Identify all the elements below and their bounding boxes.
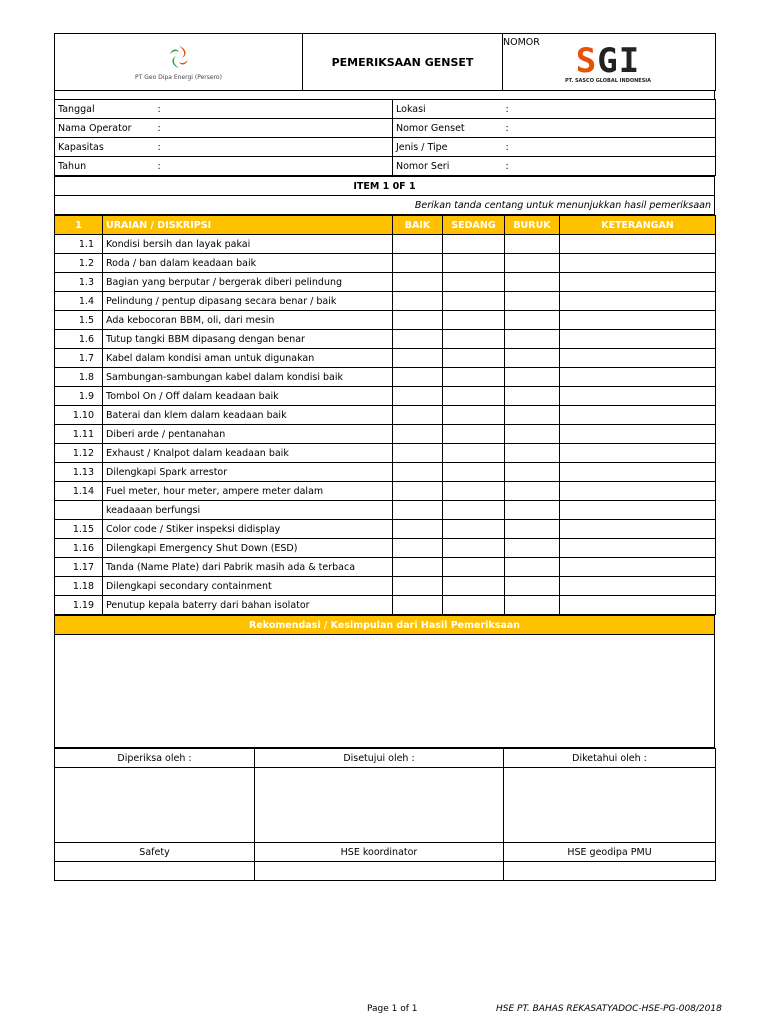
item-number: 1.2 [55,254,103,273]
table-row [55,463,716,482]
item-description: Exhaust / Knalpot dalam keadaan baik [103,444,393,463]
field-value[interactable]: : [503,119,716,138]
keterangan-cell[interactable] [560,387,716,406]
check-buruk[interactable] [505,292,560,311]
item-number: 1.1 [55,235,103,254]
table-row [55,273,716,292]
col-header-desc: URAIAN / DISKRIPSI [103,216,393,235]
item-description: Roda / ban dalam keadaan baik [103,254,393,273]
col-header-keterangan: KETERANGAN [560,216,716,235]
check-buruk[interactable] [505,349,560,368]
check-baik[interactable] [393,273,443,292]
check-buruk[interactable] [505,539,560,558]
item-number: 1.6 [55,330,103,349]
item-description: Tombol On / Off dalam keadaan baik [103,387,393,406]
geodipa-logo-cell [55,34,303,91]
check-baik[interactable] [393,463,443,482]
name-field-hse-pmu[interactable] [504,862,716,881]
item-number: 1.7 [55,349,103,368]
form-header [54,33,716,91]
check-sedang[interactable] [443,425,505,444]
item-description: Tanda (Name Plate) dari Pabrik masih ada & terbaca [103,558,393,577]
signature-box-safety[interactable] [55,768,255,843]
check-baik[interactable] [393,501,443,520]
check-sedang[interactable] [443,539,505,558]
check-buruk[interactable] [505,311,560,330]
check-baik[interactable] [393,254,443,273]
check-buruk[interactable] [505,235,560,254]
check-sedang[interactable] [443,482,505,501]
field-value[interactable]: : [155,119,393,138]
check-buruk[interactable] [505,577,560,596]
field-value[interactable]: : [503,157,716,176]
approved-by-label: Disetujui oleh : [255,749,504,768]
table-row [55,311,716,330]
item-number: 1.15 [55,520,103,539]
geodipa-logo-icon [166,44,192,70]
field-value[interactable]: : [503,100,716,119]
table-row [55,596,716,615]
name-field-safety[interactable] [55,862,255,881]
keterangan-cell[interactable] [560,425,716,444]
item-number: 1.18 [55,577,103,596]
check-baik[interactable] [393,482,443,501]
keterangan-cell[interactable] [560,520,716,539]
field-value[interactable]: : [155,138,393,157]
field-label: Kapasitas [55,138,155,157]
check-sedang[interactable] [443,273,505,292]
instruction-text: Berikan tanda centang untuk menunjukkan hasil pemeriksaan [55,196,715,215]
keterangan-cell[interactable] [560,596,716,615]
keterangan-cell[interactable] [560,330,716,349]
table-row [55,501,716,520]
signature-box-hse-pmu[interactable] [504,768,716,843]
sgi-caption: PT. SASCO GLOBAL INDONESIA [565,78,652,84]
check-sedang[interactable] [443,235,505,254]
check-sedang[interactable] [443,387,505,406]
item-number: 1.12 [55,444,103,463]
company-caption: PT Geo Dipa Energi (Persero) [135,73,222,81]
table-row [55,235,716,254]
nomor-label: NOMOR [503,37,540,48]
col-header-sedang: SEDANG [443,216,505,235]
item-number: 1.14 [55,482,103,501]
check-buruk[interactable] [505,254,560,273]
item-number: 1.19 [55,596,103,615]
keterangan-cell[interactable] [560,292,716,311]
item-number: 1.11 [55,425,103,444]
check-buruk[interactable] [505,444,560,463]
item-description: Color code / Stiker inspeksi didisplay [103,520,393,539]
table-row [55,482,716,501]
check-baik[interactable] [393,558,443,577]
item-description: Dilengkapi Spark arrestor [103,463,393,482]
check-baik[interactable] [393,292,443,311]
check-sedang[interactable] [443,520,505,539]
field-row [55,119,716,138]
item-label: ITEM 1 0F 1 [55,177,715,196]
form-title: PEMERIKSAAN GENSET [303,34,503,91]
check-buruk[interactable] [505,558,560,577]
field-label: Tahun [55,157,155,176]
nomor-cell [503,34,716,91]
check-buruk[interactable] [505,330,560,349]
check-baik[interactable] [393,596,443,615]
field-row [55,157,716,176]
check-sedang[interactable] [443,596,505,615]
check-sedang[interactable] [443,558,505,577]
item-number: 1.4 [55,292,103,311]
check-sedang[interactable] [443,501,505,520]
check-sedang[interactable] [443,311,505,330]
item-number: 1.10 [55,406,103,425]
keterangan-cell[interactable] [560,463,716,482]
check-buruk[interactable] [505,463,560,482]
role-hse-pmu: HSE geodipa PMU [504,843,716,862]
item-description: Tutup tangki BBM dipasang dengan benar [103,330,393,349]
table-row [55,349,716,368]
check-buruk[interactable] [505,425,560,444]
item-number: 1.17 [55,558,103,577]
sgi-logo-text: S [575,41,598,81]
col-header-buruk: BURUK [505,216,560,235]
identification-fields [54,99,716,176]
check-sedang[interactable] [443,292,505,311]
check-buruk[interactable] [505,596,560,615]
check-baik[interactable] [393,235,443,254]
checked-by-label: Diperiksa oleh : [55,749,255,768]
table-row [55,444,716,463]
table-row [55,520,716,539]
item-number: 1.9 [55,387,103,406]
item-description: Kondisi bersih dan layak pakai [103,235,393,254]
check-baik[interactable] [393,520,443,539]
check-buruk[interactable] [505,520,560,539]
checklist-table [54,215,716,615]
page-number: Page 1 of 1 [367,1004,418,1014]
check-buruk[interactable] [505,501,560,520]
role-hse-coordinator: HSE koordinator [255,843,504,862]
item-description: Diberi arde / pentanahan [103,425,393,444]
recommendation-section [54,615,715,748]
item-number: 1.8 [55,368,103,387]
check-baik[interactable] [393,368,443,387]
check-sedang[interactable] [443,444,505,463]
table-row [55,577,716,596]
check-buruk[interactable] [505,406,560,425]
table-row [55,425,716,444]
table-row [55,387,716,406]
col-header-no: 1 [55,216,103,235]
keterangan-cell[interactable] [560,273,716,292]
keterangan-cell[interactable] [560,254,716,273]
field-label: Jenis / Tipe [393,138,503,157]
table-row [55,539,716,558]
keterangan-cell[interactable] [560,482,716,501]
keterangan-cell[interactable] [560,501,716,520]
field-label: Nomor Genset [393,119,503,138]
role-safety: Safety [55,843,255,862]
check-baik[interactable] [393,387,443,406]
document-code: HSE PT. BAHAS REKASATYADOC-HSE-PG-008/2018 [496,1004,722,1014]
keterangan-cell[interactable] [560,368,716,387]
item-number: 1.3 [55,273,103,292]
check-baik[interactable] [393,311,443,330]
item-number: 1.13 [55,463,103,482]
check-baik[interactable] [393,577,443,596]
item-description: Pelindung / pentup dipasang secara benar / baik [103,292,393,311]
keterangan-cell[interactable] [560,539,716,558]
field-label: Nama Operator [55,119,155,138]
check-baik[interactable] [393,425,443,444]
item-description: Penutup kepala baterry dari bahan isolator [103,596,393,615]
keterangan-cell[interactable] [560,444,716,463]
item-description: Sambungan-sambungan kabel dalam kondisi baik [103,368,393,387]
table-row [55,292,716,311]
keterangan-cell[interactable] [560,406,716,425]
recommendation-input[interactable] [55,635,715,748]
check-buruk[interactable] [505,387,560,406]
item-description: Dilengkapi Emergency Shut Down (ESD) [103,539,393,558]
keterangan-cell[interactable] [560,311,716,330]
item-number: 1.5 [55,311,103,330]
field-label: Nomor Seri [393,157,503,176]
recommendation-title: Rekomendasi / Kesimpulan dari Hasil Pemeriksaan [55,616,715,635]
keterangan-cell[interactable] [560,349,716,368]
check-sedang[interactable] [443,463,505,482]
item-description: Kabel dalam kondisi aman untuk digunakan [103,349,393,368]
item-description: Bagian yang berputar / bergerak diberi pelindung [103,273,393,292]
check-baik[interactable] [393,406,443,425]
field-value[interactable]: : [155,157,393,176]
item-description: Dilengkapi secondary containment [103,577,393,596]
check-buruk[interactable] [505,273,560,292]
check-baik[interactable] [393,539,443,558]
table-row [55,406,716,425]
check-sedang[interactable] [443,577,505,596]
field-row [55,100,716,119]
field-value[interactable]: : [503,138,716,157]
table-row [55,330,716,349]
check-sedang[interactable] [443,349,505,368]
field-row [55,138,716,157]
item-description: Fuel meter, hour meter, ampere meter dalam [103,482,393,501]
check-baik[interactable] [393,444,443,463]
keterangan-cell[interactable] [560,558,716,577]
check-buruk[interactable] [505,482,560,501]
check-sedang[interactable] [443,254,505,273]
item-description: Baterai dan klem dalam keadaan baik [103,406,393,425]
check-sedang[interactable] [443,406,505,425]
signature-box-hse-coordinator[interactable] [255,768,504,843]
check-buruk[interactable] [505,368,560,387]
signature-section [54,748,716,881]
inspection-form [54,33,715,881]
field-label: Lokasi [393,100,503,119]
keterangan-cell[interactable] [560,577,716,596]
check-baik[interactable] [393,349,443,368]
sgi-logo: SGI PT. SASCO GLOBAL INDONESIA [565,41,652,84]
table-row [55,254,716,273]
table-row [55,558,716,577]
field-label: Tanggal [55,100,155,119]
keterangan-cell[interactable] [560,235,716,254]
item-description: Ada kebocoran BBM, oli, dari mesin [103,311,393,330]
check-sedang[interactable] [443,330,505,349]
item-description: keadaaan berfungsi [103,501,393,520]
item-number: 1.16 [55,539,103,558]
col-header-baik: BAIK [393,216,443,235]
table-row [55,368,716,387]
check-sedang[interactable] [443,368,505,387]
acknowledged-by-label: Diketahui oleh : [504,749,716,768]
check-baik[interactable] [393,330,443,349]
field-value[interactable]: : [155,100,393,119]
name-field-hse-coordinator[interactable] [255,862,504,881]
item-number [55,501,103,520]
